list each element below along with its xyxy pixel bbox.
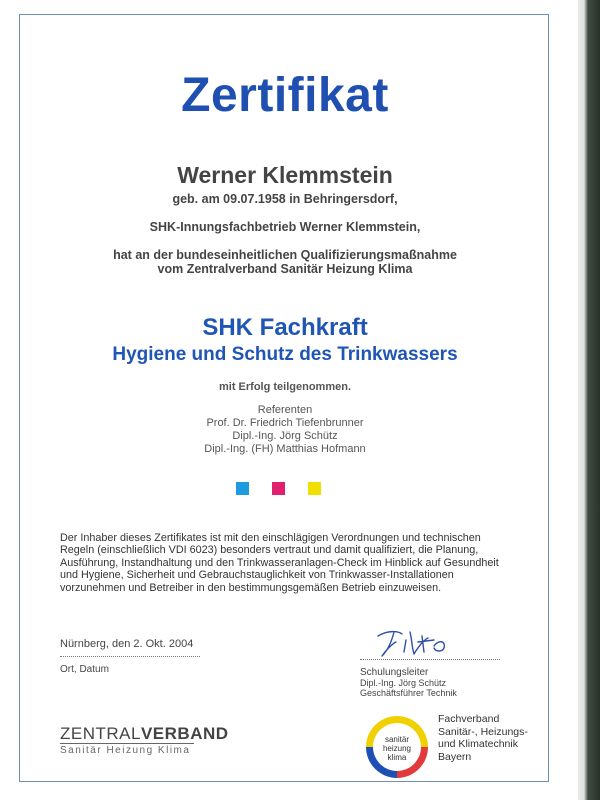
- verband-line: Bayern: [438, 750, 472, 763]
- emblem-line: heizung: [382, 744, 412, 753]
- fachverband-emblem: [366, 716, 428, 778]
- logo-underline: [60, 743, 194, 744]
- referent-3: Dipl.-Ing. (FH) Matthias Hofmann: [204, 443, 366, 455]
- scan-edge: [578, 0, 600, 800]
- place-date-label: Ort, Datum: [60, 664, 109, 675]
- zentralverband-logo: [60, 724, 229, 744]
- cyan-square: [236, 482, 249, 495]
- description: [60, 532, 532, 594]
- signer-role: Schulungsleiter: [360, 667, 429, 678]
- participation-line-2: vom Zentralverband Sanitär Heizung Klima: [157, 262, 413, 276]
- certificate-title: Zertifikat: [181, 69, 389, 122]
- place-date: Nürnberg, den 2. Okt. 2004: [60, 638, 194, 650]
- description-line: Regeln (einschließlich VDI 6023) besonders vertraut und damit qualifiziert, die Planung,: [60, 544, 479, 557]
- logo-part-2: VERBAND: [140, 724, 229, 743]
- description-line: vorzunehmen und Betreiber in den bestimmungsgemäßen Betrieb einzuweisen.: [60, 581, 442, 594]
- place-date-line: [60, 656, 200, 657]
- referents-label: Referenten: [257, 404, 313, 416]
- course-title: SHK Fachkraft: [202, 314, 368, 341]
- emblem-text: [373, 723, 421, 771]
- logo-part-1: ZENTRAL: [60, 724, 141, 743]
- course-subtitle: Hygiene und Schutz des Trinkwassers: [112, 344, 458, 365]
- magenta-square: [272, 482, 285, 495]
- signer-name: Dipl.-Ing. Jörg Schütz: [360, 678, 447, 688]
- success-text: mit Erfolg teilgenommen.: [218, 381, 351, 393]
- yellow-square: [308, 482, 321, 495]
- recipient-name: Werner Klemmstein: [177, 162, 393, 188]
- signature: [374, 626, 484, 660]
- verband-line: und Klimatechnik: [438, 738, 518, 750]
- logo-subtitle: Sanitär Heizung Klima: [60, 745, 191, 756]
- verband-line: Fachverband: [438, 713, 500, 725]
- participation-line-1: hat an der bundeseinheitlichen Qualifizierungsmaßnahme: [113, 248, 457, 262]
- emblem-line: klima: [387, 753, 407, 762]
- description-line: und Hygiene, Sicherheit und Gebrauchstauglichkeit von Trinkwasser-Installationen: [60, 569, 454, 582]
- fachverband-text: [438, 713, 548, 763]
- referent-1: Prof. Dr. Friedrich Tiefenbrunner: [206, 417, 364, 429]
- emblem-line: sanitär: [384, 735, 409, 744]
- description-line: Der Inhaber dieses Zertifikates ist mit den einschlägigen Verordnungen und technischen: [60, 532, 481, 544]
- signer-title: Geschäftsführer Technik: [360, 688, 457, 698]
- verband-line: Sanitär-, Heizungs-: [438, 725, 528, 738]
- description-line: Ausführung, Instandhaltung und den Trinkwasseranlagen-Check im Hinblick auf Gesundheit: [60, 556, 499, 569]
- company-name: SHK-Innungsfachbetrieb Werner Klemmstein,: [149, 220, 421, 234]
- signature-line: [360, 659, 500, 660]
- birth-info: geb. am 09.07.1958 in Behringersdorf,: [172, 192, 398, 206]
- referent-2: Dipl.-Ing. Jörg Schütz: [232, 430, 338, 442]
